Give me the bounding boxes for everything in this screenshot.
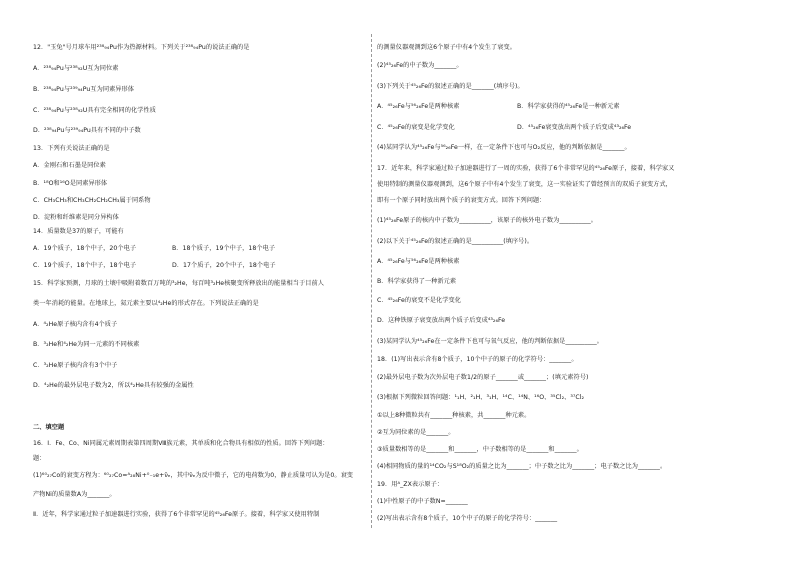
q17-part3: (3)某同学认为⁴⁵₂₆Fe在一定条件下也可与氧气反应，他的判断依据是__________。 [377, 338, 604, 345]
q19-part1: (1)中性原子的中子数N=_______ [377, 498, 468, 505]
q18-part2: (2)最外层电子数为次外层电子数1/2的原子_______或_______；(填元素符号) [377, 374, 589, 381]
q17-option-d: D．这种铁原子衰变放出两个质子后变成⁴³₂₆Fe [377, 317, 506, 324]
q16-line3: (1)⁶⁰₂₇Co的衰变方程为：⁶⁰₂₇Co=ᴬ₂₈Ni+⁰₋₁e+ν̄ₑ，其中ν̄ₑ为反中微子，它的电荷数为0，静止质量可认为是0。衰变 [33, 472, 354, 479]
q17-part2-stem: (2)以下关于⁴⁵₂₆Fe的叙述正确的是__________(填序号)。 [377, 238, 534, 245]
q17-option-b: B．科学家获得了一种新元素 [377, 278, 457, 285]
q12-option-b: B．²³⁸₉₄Pu与²³⁹₉₄Pu互为同素异形体 [33, 86, 135, 93]
q13-option-a: A．金刚石和石墨是同位素 [33, 162, 106, 169]
q12-option-a: A．²³⁸₉₄Pu与²³⁸₉₂U互为同位素 [33, 65, 119, 72]
q16-line5: Ⅱ．近年，科学家通过粒子加速器进行实验，获得了6个非常罕见的⁴⁵₂₆Fe原子。接着，科学家又使用特制 [33, 511, 320, 518]
q12-stem: 12．"玉兔"号月球车用²³⁸₉₄Pu作为热源材料。下列关于²³⁸₉₄Pu的说法正确的是 [33, 44, 250, 51]
q18-part4: (4)相同物质的量的¹⁴CO₂与S¹⁸O₂的质量之比为_______；中子数之比为_______；电子数之比为_______。 [377, 463, 667, 470]
q13-option-b: B．¹⁸O和¹⁶O是同素异形体 [33, 180, 108, 187]
q18-part3-item1: ①以上8种微粒共有_______种核素，共_______种元素。 [377, 412, 531, 419]
q16-continuation: 的测量仪器观测到这6个原子中有4个发生了衰变。 [377, 44, 516, 51]
q18-part3-stem: (3)根据下列微粒回答问题：¹₁H、²₁H、³₁H、¹⁴C、¹⁴N、¹⁶O、³⁵Cl₂、³⁷Cl₂ [377, 394, 585, 401]
q16-line4: 产物Ni的质量数A为_______。 [33, 491, 116, 498]
right-column [374, 0, 794, 562]
left-column [0, 0, 372, 562]
section-2-title: 二、填空题 [33, 424, 65, 431]
q16-part3-option-b: B．科学家获得的⁴⁵₂₆Fe是一种新元素 [517, 103, 620, 110]
q15-option-d: D．⁴₂He的最外层电子数为2，所以⁴₂He具有较强的金属性 [33, 382, 194, 389]
q14-stem: 14．质量数是37的原子，可能有 [33, 228, 124, 235]
q17-stem-line3: 即有一个原子同时放出两个质子的衰变方式。回答下列问题： [377, 197, 546, 204]
q13-stem: 13．下列有关说法正确的是 [33, 145, 110, 152]
q15-option-a: A．⁴₂He原子核内含有4个质子 [33, 321, 118, 328]
q15-option-b: B．³₂He和⁴₂He为同一元素的不同核素 [33, 341, 140, 348]
q16-part3-option-d: D．⁴⁵₂₆Fe衰变放出两个质子后变成⁴³₂₆Fe [517, 124, 632, 131]
q15-stem-line2: 类一年消耗的能量。在地球上，氦元素主要以⁴₂He的形式存在。下列说法正确的是 [33, 300, 259, 307]
q14-option-b: B．18个质子，19个中子，18个电子 [172, 245, 276, 252]
q15-stem-line1: 15．科学家预测，月球的土壤中吸附着数百万吨的³₂He，每百吨³₂He核聚变所释放出的能量相当于目前人 [33, 280, 324, 287]
q13-option-d: D．淀粉和纤维素是同分异构体 [33, 214, 119, 221]
q17-stem-line2: 使用特制的测量仪器观测到，这6个原子中有4个发生了衰变，这一实验证实了曾经预言的双质子衰变方式， [377, 181, 672, 188]
q18-part1: 18．(1)写出表示含有8个质子，10个中子的原子的化学符号：_______。 [377, 356, 578, 363]
q14-option-c: C．19个质子，18个中子，18个电子 [33, 262, 137, 269]
q16-part3-option-a: A．⁴⁵₂₆Fe与⁵⁶₂₆Fe是两种核素 [377, 103, 460, 110]
q14-option-d: D．17个质子，20个中子，18个电子 [172, 262, 276, 269]
q19-stem: 19．用ᴬ_ZX表示原子： [377, 481, 444, 488]
q12-option-c: C．²³⁸₉₄Pu与²³⁸₉₂U具有完全相同的化学性质 [33, 107, 156, 114]
q17-stem-line1: 17．近年来，科学家通过粒子加速器进行了一周的实验，获得了6个非常罕见的⁴⁵₂₆Fe原子，接着，科学家又 [377, 165, 675, 172]
q16-part4: (4)某同学认为⁴⁵₂₆Fe与⁵⁶₂₆Fe一样，在一定条件下也可与O₂反应，他的判断依据是_______。 [377, 144, 631, 151]
q17-part1: (1)⁴⁵₂₆Fe原子的核内中子数为__________，该原子的核外电子数为__________。 [377, 217, 598, 224]
q16-line2: 题： [33, 455, 46, 462]
q16-part2: (2)⁴⁵₂₆Fe的中子数为_______。 [377, 62, 463, 69]
q16-part3-option-c: C．⁴⁵₂₆Fe的衰变是化学变化 [377, 124, 455, 131]
q18-part3-item2: ②互为同位素的是_______。 [377, 429, 455, 436]
q16-part3-stem: (3)下列关于⁴⁵₂₆Fe的叙述正确的是_______(填序号)。 [377, 83, 524, 90]
q15-option-c: C．³₂He原子核内含有3个中子 [33, 362, 118, 369]
q16-line1: 16．Ⅰ．Fe、Co、Ni同属元素周期表第四周期Ⅷ族元素，其单质和化合物具有相似的性质。回答下列问题： [33, 440, 329, 447]
q18-part3-item3: ③质量数相等的是_______和_______，中子数相等的是_______和_______。 [377, 446, 583, 453]
q17-option-a: A．⁴⁵₂₆Fe与⁵⁶₂₆Fe是两种核素 [377, 258, 460, 265]
q13-option-c: C．CH₃CH₃和CH₃CH₂CH₂CH₃属于同系物 [33, 197, 151, 204]
q12-option-d: D．²³⁸₉₄Pu与²³⁹₉₄Pu具有不同的中子数 [33, 127, 141, 134]
q17-option-c: C．⁴⁵₂₆Fe的衰变不是化学变化 [377, 297, 461, 304]
q19-part2: (2)写出表示含有8个质子，10个中子的原子的化学符号：_______ [377, 515, 558, 522]
q14-option-a: A．19个质子，18个中子，20个电子 [33, 245, 137, 252]
